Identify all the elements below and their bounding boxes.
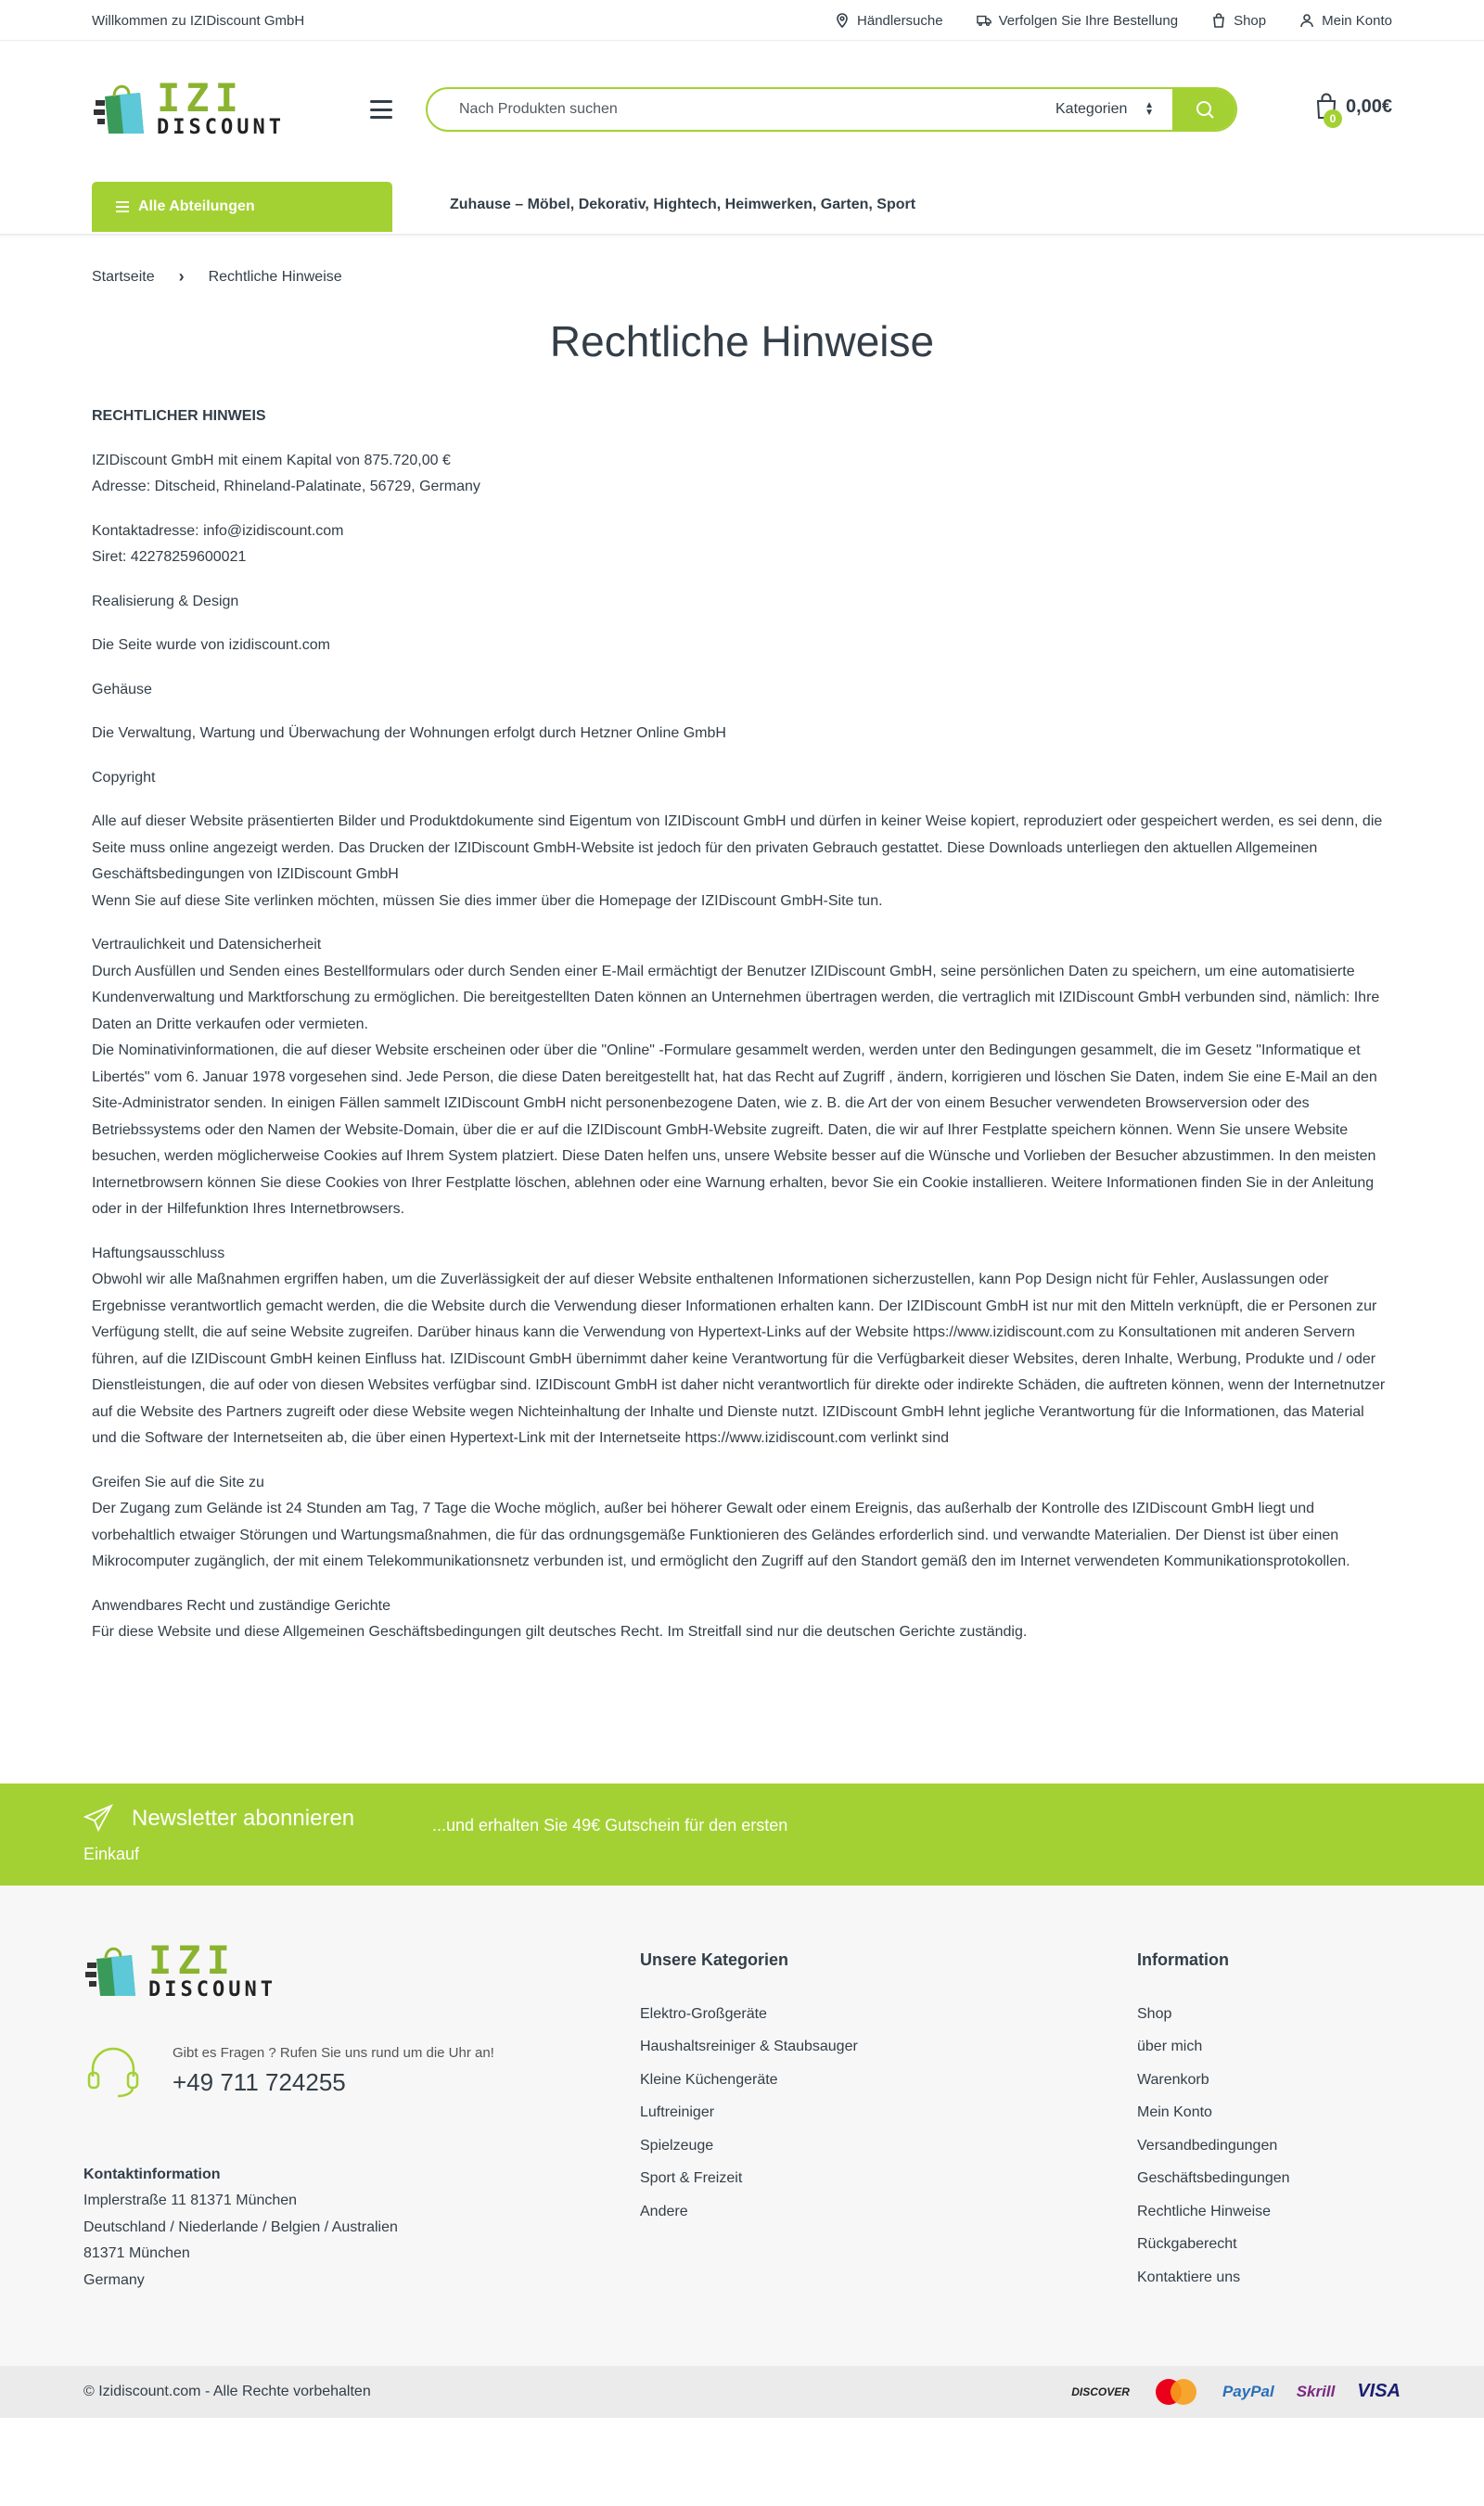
footer-information	[1137, 1950, 1290, 2295]
logo-bag-icon	[92, 80, 149, 137]
location-pin-icon	[835, 13, 850, 28]
logo-bag-icon	[83, 1942, 141, 2000]
paper-plane-icon	[83, 1804, 113, 1834]
footer-link[interactable]: Elektro-Großgeräte	[640, 2005, 767, 2022]
category-select[interactable]: Kategorien ▲ ▼	[1055, 100, 1154, 118]
breadcrumb-home[interactable]: Startseite	[92, 268, 155, 285]
support-question: Gibt es Fragen ? Rufen Sie uns rund um die Uhr an!	[173, 2044, 494, 2061]
paragraph: Realisierung & Design	[92, 593, 239, 609]
copyright-section: Alle auf dieser Website präsentierten Bilder und Produktdokumente sind Eigentum von IZIDiscount GmbH und dürfen in keiner Weise kopiert, reproduziert oder gespeichert werden, es sei denn, die Seite muss online angezeigt werden. Das Drucken der IZIDiscount GmbH-Website ist jedoch für den privaten Gebrauch gestattet. Diese Downloads unterliegen den aktuellen Allgemeinen Geschäftsbedingungen von IZIDiscount GmbH Wenn Sie auf diese Site verlinken möchten, müssen Sie dies immer über die Homepage der IZIDiscount GmbH-Site tun.	[92, 813, 1383, 909]
logo-discount-text: DISCOUNT	[157, 116, 285, 139]
paypal-icon: PayPal	[1222, 2382, 1274, 2400]
top-links	[835, 13, 1392, 29]
header	[0, 41, 1484, 182]
breadcrumb	[92, 267, 1392, 287]
support-phone-number[interactable]: +49 711 724255	[173, 2067, 346, 2096]
footer-link[interactable]: Mein Konto	[1137, 2104, 1212, 2120]
information-title: Information	[1137, 1950, 1229, 1969]
search-input[interactable]	[428, 101, 1033, 118]
skrill-icon: Skrill	[1296, 2382, 1336, 2400]
newsletter-subtitle: ...und erhalten Sie 49€ Gutschein für den ersten	[432, 1815, 788, 1835]
footer-categories	[640, 1950, 858, 2229]
nav-bar	[0, 182, 1484, 234]
shop-link[interactable]: Shop	[1211, 13, 1266, 29]
copyright-text: © Izidiscount.com - Alle Rechte vorbehalten	[83, 2383, 371, 2399]
footer	[0, 1886, 1484, 2366]
footer-link[interactable]: Haushaltsreiniger & Staubsauger	[640, 2039, 858, 2054]
paragraph: Die Seite wurde von izidiscount.com	[92, 637, 331, 653]
breadcrumb-current: Rechtliche Hinweise	[208, 268, 342, 285]
visa-icon: VISA	[1357, 2381, 1401, 2401]
footer-link[interactable]: Warenkorb	[1137, 2071, 1209, 2088]
footer-link[interactable]: Rückgaberecht	[1137, 2236, 1237, 2252]
track-order-link[interactable]: Verfolgen Sie Ihre Bestellung	[977, 13, 1178, 29]
cart-total: 0,00€	[1346, 96, 1393, 117]
footer-link[interactable]: über mich	[1137, 2039, 1203, 2054]
paragraph: Gehäuse	[92, 681, 152, 697]
footer-link[interactable]: Shop	[1137, 2005, 1172, 2022]
shopping-bag-icon	[1211, 13, 1226, 28]
logo-discount-text: DISCOUNT	[148, 1977, 276, 2001]
truck-icon	[977, 13, 991, 28]
footer-link[interactable]: Kleine Küchengeräte	[640, 2071, 778, 2088]
discover-icon: DISCOVER	[1071, 2385, 1130, 2398]
legal-heading: RECHTLICHER HINWEIS	[92, 408, 266, 424]
chevron-right-icon: ›	[178, 267, 185, 286]
company-info: IZIDiscount GmbH mit einem Kapital von 875.720,00 € Adresse: Ditscheid, Rhineland-Palatinate, 56729, Germany	[92, 452, 480, 494]
footer-link[interactable]: Spielzeuge	[640, 2137, 714, 2154]
page-title: Rechtliche Hinweise	[549, 317, 935, 365]
payment-methods	[1071, 2377, 1401, 2407]
footer-link[interactable]: Sport & Freizeit	[640, 2170, 743, 2186]
welcome-text: Willkommen zu IZIDiscount GmbH	[92, 12, 305, 29]
law-section: Anwendbares Recht und zuständige Gerichte Für diese Website und diese Allgemeinen Geschäftsbedingungen gilt deutsches Recht. Im Streitfall sind nur die deutschen Gerichte zuständig.	[92, 1597, 1028, 1640]
store-locator-link[interactable]: Händlersuche	[835, 13, 943, 29]
logo-izi-text: IZI	[148, 1937, 236, 1983]
logo-izi-text: IZI	[157, 75, 244, 121]
cart-count-badge: 0	[1324, 109, 1342, 128]
select-arrows-icon: ▲ ▼	[1145, 100, 1154, 118]
footer-link[interactable]: Andere	[640, 2203, 688, 2219]
footer-link[interactable]: Rechtliche Hinweise	[1137, 2203, 1272, 2219]
mastercard-icon	[1152, 2377, 1200, 2407]
contact-info: Kontaktadresse: info@izidiscount.com Siret: 42278259600021	[92, 522, 344, 565]
access-section: Greifen Sie auf die Site zu Der Zugang zum Gelände ist 24 Stunden am Tag, 7 Tage die Woche möglich, außer bei höherer Gewalt oder einem Ereignis, das außerhalb der Kontrolle des IZIDiscount GmbH liegt und vorbehaltlich etwaiger Störungen und Wartungsmaßnahmen, die für das ordnungsgemäße Funktionieren des Geländes erforderlich sind. und verwandte Materialien. Der Dienst ist über einen Mikrocomputer zugänglich, der mit einem Telekommunikationsnetz verbunden ist, und ermöglicht den Zugriff auf den Standort gemäß den im Internet verwendeten Kommunikationsprotokollen.	[92, 1474, 1350, 1569]
footer-link[interactable]: Versandbedingungen	[1137, 2137, 1278, 2154]
support-phone	[83, 2041, 494, 2101]
list-icon	[116, 201, 129, 212]
disclaimer-section: Haftungsausschluss Obwohl wir alle Maßnahmen ergriffen haben, um die Zuverlässigkeit der auf dieser Website enthaltenen Informationen sicherzustellen, kann Pop Design nicht für Fehler, Auslassungen oder Ergebnisse verantwortlich gemacht werden, die die Website durch die Verwendung dieser Informationen erhalten kann. Der IZIDiscount GmbH ist nur mit den Mitteln verknüpft, die er Personen zur Verfügung stellt, die auf seine Website zugreifen. Darüber hinaus kann die Verwendung von Hypertext-Links auf der Website https://www.izidiscount.com zu Konsultationen mit anderen Servern führen, auf die IZIDiscount GmbH keinen Einfluss hat. IZIDiscount GmbH übernimmt daher keine Verantwortung für die Verfügbarkeit dieser Websites, deren Inhalte, Werbung, Produkte und / oder Dienstleistungen, die auf oder von diesen Websites verfügbar sind. IZIDiscount GmbH ist daher nicht verantwortlich für direkte oder indirekte Schäden, die auftreten können, wenn der Internetnutzer auf die Website des Partners zugreift oder diese Website wegen Nichteinhaltung der Inhalte und Dienste nutzt. IZIDiscount GmbH lehnt jegliche Verantwortung für die Informationen, das Material und die Software der Internetseiten ab, die über einen Hypertext-Link mit der Internetseite https://www.izidiscount.com verlinkt sind	[92, 1245, 1386, 1446]
cart-widget[interactable]	[1314, 93, 1393, 125]
search-bar	[426, 87, 1237, 132]
header-divider	[0, 234, 1484, 236]
bottom-bar	[0, 2366, 1484, 2418]
footer-link[interactable]: Kontaktiere uns	[1137, 2269, 1241, 2285]
newsletter-banner	[0, 1784, 1484, 1886]
legal-text	[92, 403, 1392, 1646]
paragraph: Copyright	[92, 769, 156, 786]
user-icon	[1299, 13, 1314, 28]
newsletter-subtitle-cont: Einkauf	[83, 1844, 140, 1863]
paragraph: Die Verwaltung, Wartung und Überwachung der Wohnungen erfolgt durch Hetzner Online GmbH	[92, 725, 726, 741]
main-content	[92, 267, 1392, 1646]
search-icon	[1194, 98, 1216, 121]
nav-tagline: Zuhause – Möbel, Dekorativ, Hightech, Heimwerken, Garten, Sport	[450, 197, 916, 212]
my-account-link[interactable]: Mein Konto	[1299, 13, 1392, 29]
search-button[interactable]	[1172, 87, 1237, 132]
site-logo[interactable]	[92, 67, 314, 150]
footer-logo[interactable]	[83, 1937, 276, 2001]
categories-title: Unsere Kategorien	[640, 1950, 789, 1969]
footer-link[interactable]: Geschäftsbedingungen	[1137, 2170, 1290, 2186]
menu-hamburger-icon[interactable]	[370, 100, 392, 119]
top-bar	[0, 0, 1484, 41]
headset-icon	[83, 2041, 143, 2101]
contact-information: Kontaktinformation Implerstraße 11 81371 München Deutschland / Niederlande / Belgien / Australien 81371 München Germany	[83, 2166, 398, 2288]
footer-link[interactable]: Luftreiniger	[640, 2104, 715, 2120]
newsletter-title: Newsletter abonnieren	[132, 1805, 355, 1831]
all-departments-button[interactable]: Alle Abteilungen	[92, 182, 392, 232]
privacy-section: Vertraulichkeit und Datensicherheit Durch Ausfüllen und Senden eines Bestellformulars oder durch Senden einer E-Mail ermächtigt der Benutzer IZIDiscount GmbH, seine persönlichen Daten zu speichern, um eine automatisierte Kundenverwaltung und Marktforschung zu ermöglichen. Die bereitgestellten Daten können an Unternehmen übertragen werden, die vertraglich mit IZIDiscount GmbH verbunden sind, nämlich: Ihre Daten an Dritte verkaufen oder vermieten. Die Nominativinformationen, die auf dieser Website erscheinen oder über die "Online" -Formulare gesammelt werden, werden unter den Bedingungen gesammelt, die im Gesetz "Informatique et Libertés" vom 6. Januar 1978 vorgesehen sind. Jede Person, die diese Daten bereitgestellt hat, hat das Recht auf Zugriff , ändern, korrigieren und löschen Sie Daten, indem Sie eine E-Mail an den Site-Administrator senden. In einigen Fällen sammelt IZIDiscount GmbH nicht personenbezogene Daten, wie z. B. die Art der von einem Besucher verwendeten Browserversion oder des Betriebssystems oder den Namen der Website-Domain, über die er auf die IZIDiscount GmbH-Website zugreift. Daten, die wir auf Ihrer Festplatte speichern können. Wenn Sie unsere Website besuchen, werden möglicherweise Cookies auf Ihrem System platziert. Diese Daten helfen uns, unsere Website besser auf die Wünsche und Vorlieben der Besucher abzustimmen. In den meisten Internetbrowsern können Sie diese Cookies von Ihrer Festplatte löschen, ablehnen oder eine Warnung erhalten, bevor Sie ein Cookie installieren. Weitere Informationen finden Sie in der Anleitung oder in der Hilfefunktion Ihres Internetbrowsers.	[92, 937, 1380, 1217]
